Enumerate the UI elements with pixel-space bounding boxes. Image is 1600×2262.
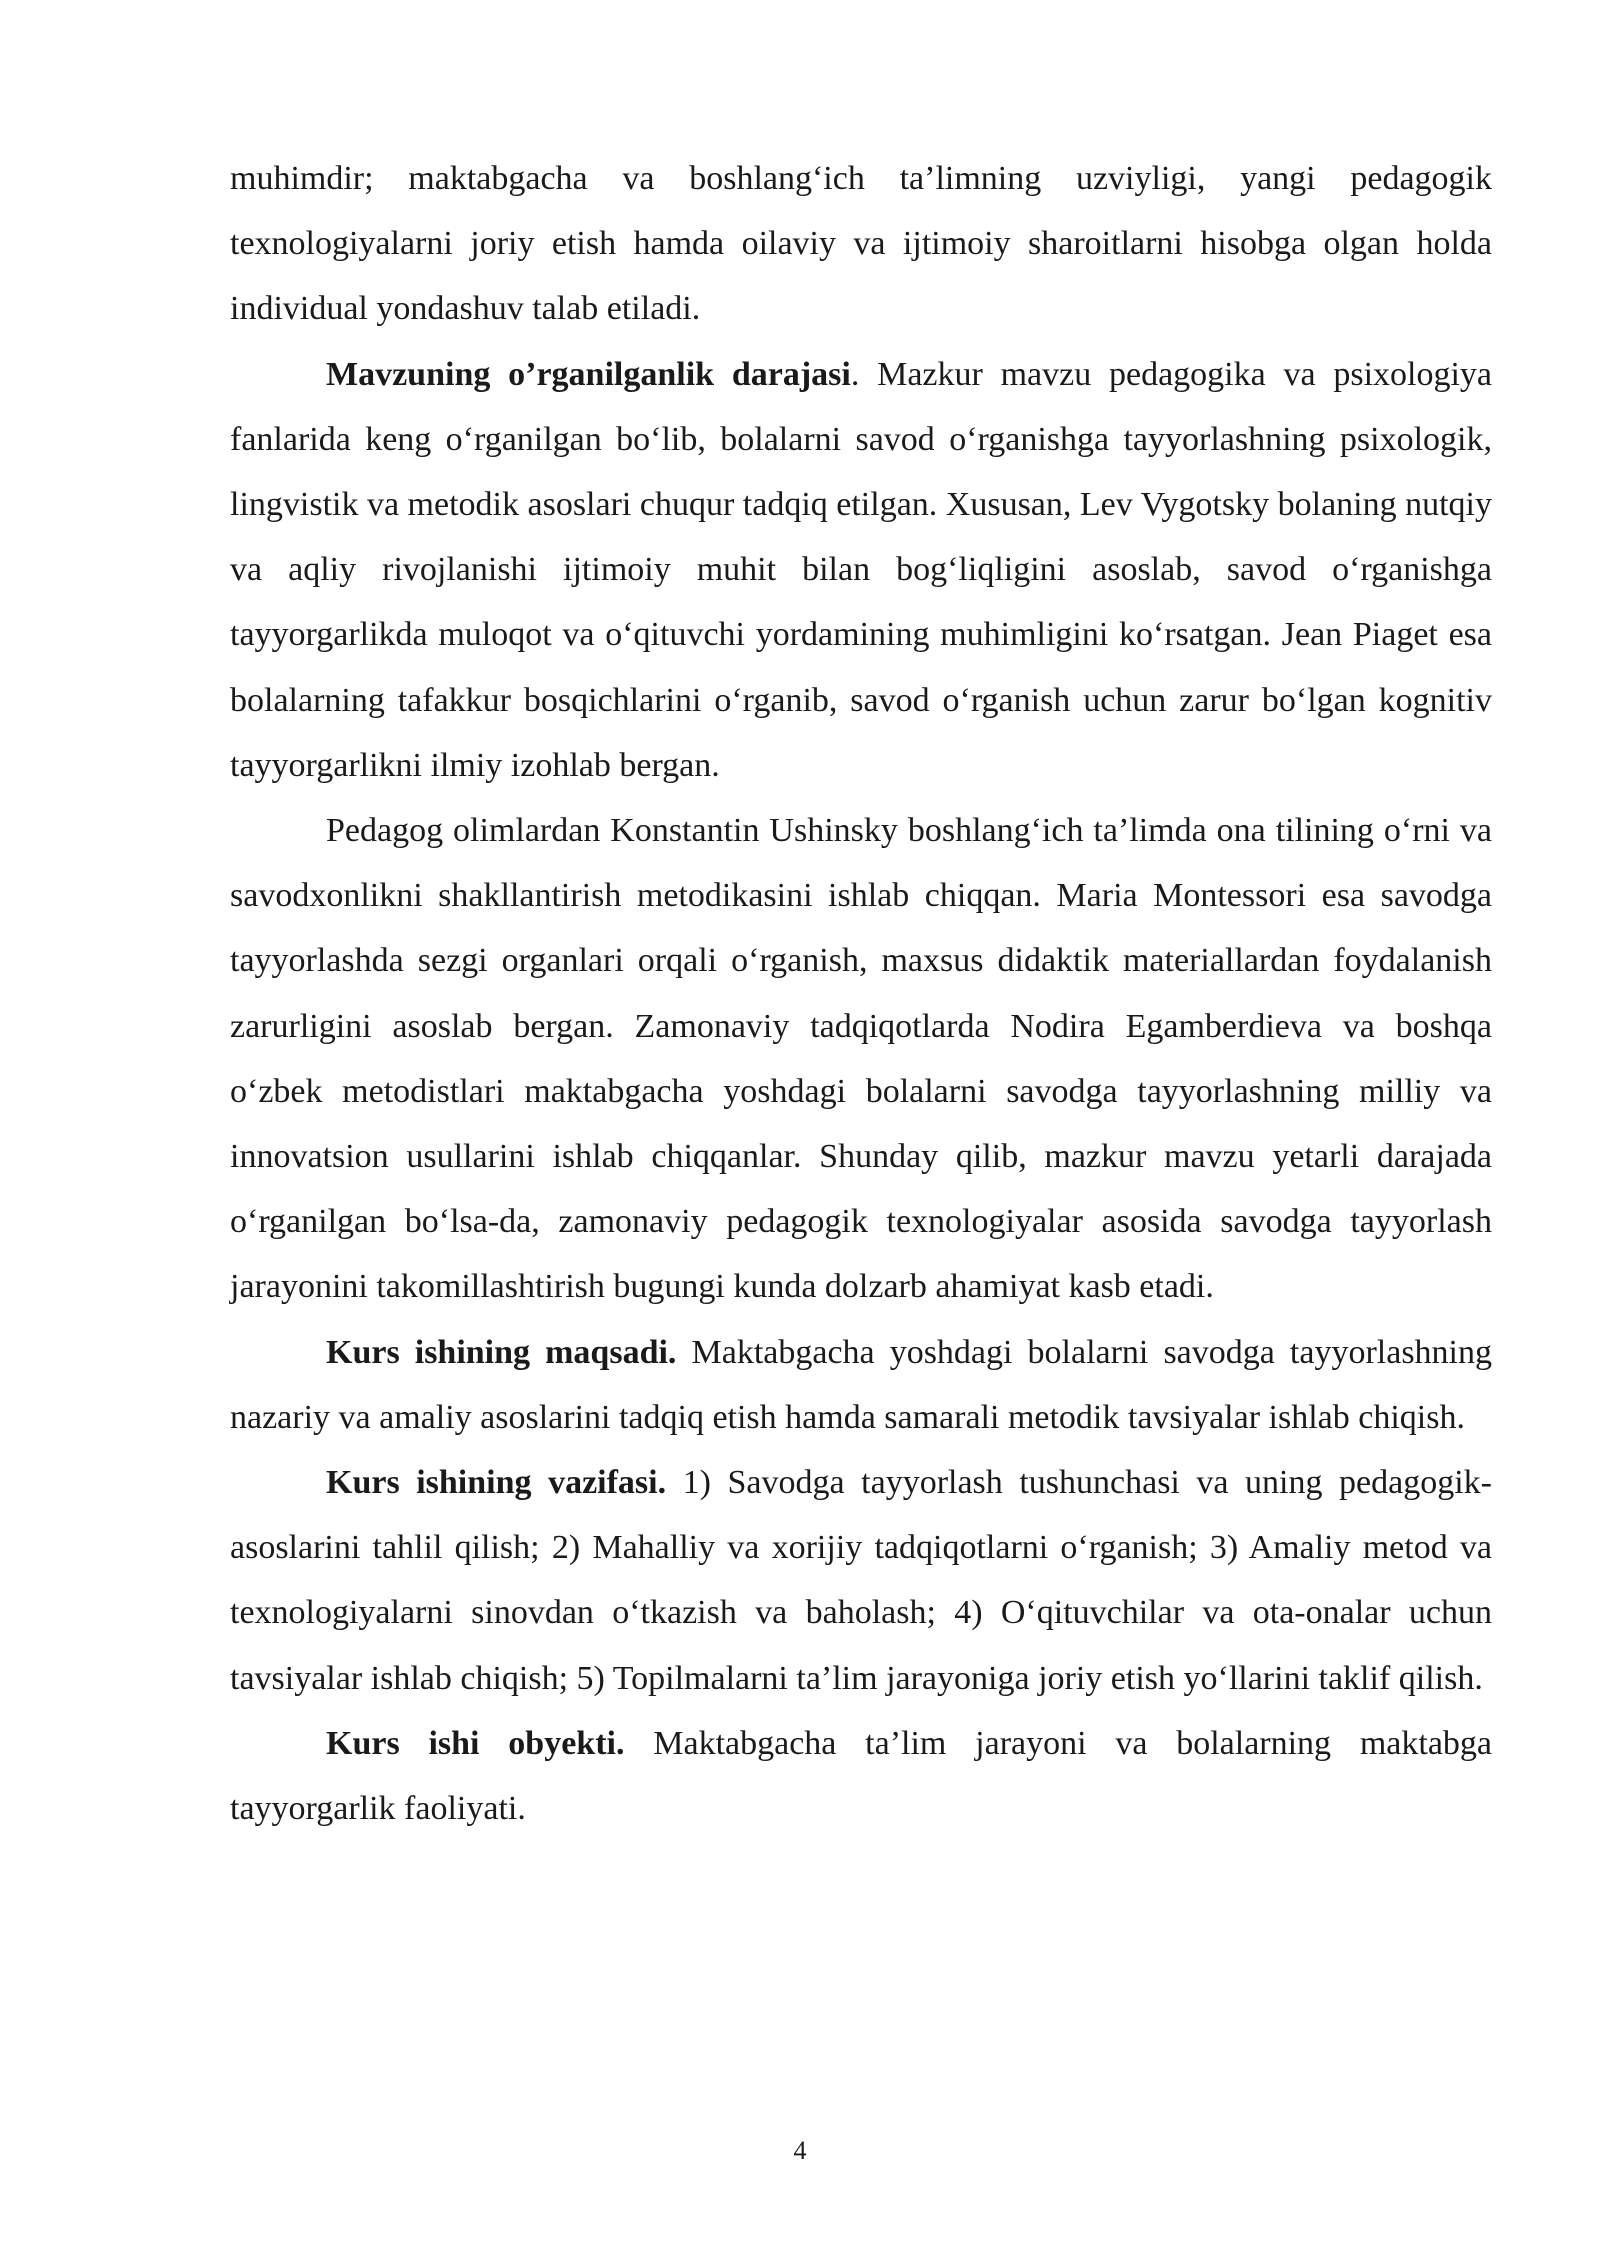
paragraph-text: . Mazkur mavzu pedagogika va psixologiya fanlarida keng o‘rganilgan bo‘lib, bolalarni savod o‘rganishga tayyorlashning psixologik, lingvistik va metodik asoslari chuqur tadqiq etilgan. Xususan, Lev Vygotsky bolaning nutqiy va aqliy rivojlanishi ijtimoiy muhit bilan bog‘liqligini asoslab, savod o‘rganishga tayyorgarlikda muloqot va o‘qituvchi yordamining muhimligini ko‘rsatgan. Jean Piaget esa bolalarning tafakkur bosqichlarini o‘rganib, savod o‘rganish uchun zarur bo‘lgan kognitiv tayyorgarlikni ilmiy izohlab bergan. bbox=[230, 355, 1493, 784]
page-number: 4 bbox=[793, 2136, 807, 2165]
paragraph-study-level bbox=[230, 342, 1492, 798]
paragraph-text: 1) Savodga tayyorlash tushunchasi va uning pedagogik-asoslarini tahlil qilish; 2) Mahalliy va xorijiy tadqiqotlarni o‘rganish; 3) Amaliy metod va texnologiyalarni sinovdan o‘tkazish va baholash; 4) O‘qituvchilar va ota-onalar uchun tavsiyalar ishlab chiqish; 5) Topilmalarni ta’lim jarayoniga joriy etish yo‘llarini taklif qilish. bbox=[230, 1464, 1492, 1697]
paragraph-heading: Kurs ishining maqsadi. bbox=[326, 1333, 677, 1371]
paragraph-text: Maktabgacha ta’lim jarayoni va bolalarning maktabga tayyorgarlik faoliyati. bbox=[230, 1724, 1493, 1828]
paragraph-text: Pedagog olimlardan Konstantin Ushinsky boshlang‘ich ta’limda ona tilining o‘rni va savodxonlikni shakllantirish metodikasini ishlab chiqqan. Maria Montessori esa savodga tayyorlashda sezgi organlari orqali o‘rganish, maxsus didaktik materiallardan foydalanish zarurligini asoslab bergan. Zamonaviy tadqiqotlarda Nodira Egamberdieva va boshqa o‘zbek metodistlari maktabgacha yoshdagi bolalarni savodga tayyorlashning milliy va innovatsion usullarini ishlab chiqqanlar. Shunday qilib, mazkur mavzu yetarli darajada o‘rganilgan bo‘lsa-da, zamonaviy pedagogik texnologiyalar asosida savodga tayyorlash jarayonini takomillashtirish bugungi kunda dolzarb ahamiyat kasb etadi. bbox=[230, 812, 1492, 1306]
paragraph-heading: Kurs ishining vazifasi. bbox=[326, 1464, 667, 1502]
body-text bbox=[230, 146, 1492, 1841]
paragraph-text: Maktabgacha yoshdagi bolalarni savodga tayyorlashning nazariy va amaliy asoslarini tadqiq etish hamda samarali metodik tavsiyalar ishlab chiqish. bbox=[230, 1333, 1493, 1436]
paragraph-continuation bbox=[230, 146, 1492, 342]
paragraph-tasks bbox=[230, 1450, 1492, 1711]
paragraph-object bbox=[230, 1711, 1492, 1841]
paragraph-heading: Mavzuning o’rganilganlik darajasi bbox=[326, 355, 851, 393]
paragraph-goal bbox=[230, 1320, 1492, 1450]
paragraph-heading: Kurs ishi obyekti. bbox=[326, 1724, 625, 1762]
paragraph-pedagogues bbox=[230, 798, 1492, 1320]
paragraph-text: muhimdir; maktabgacha va boshlang‘ich ta’limning uzviyligi, yangi pedagogik texnologiyalarni joriy etish hamda oilaviy va ijtimoiy sharoitlarni hisobga olgan holda individual yondashuv talab etiladi. bbox=[230, 160, 1492, 328]
